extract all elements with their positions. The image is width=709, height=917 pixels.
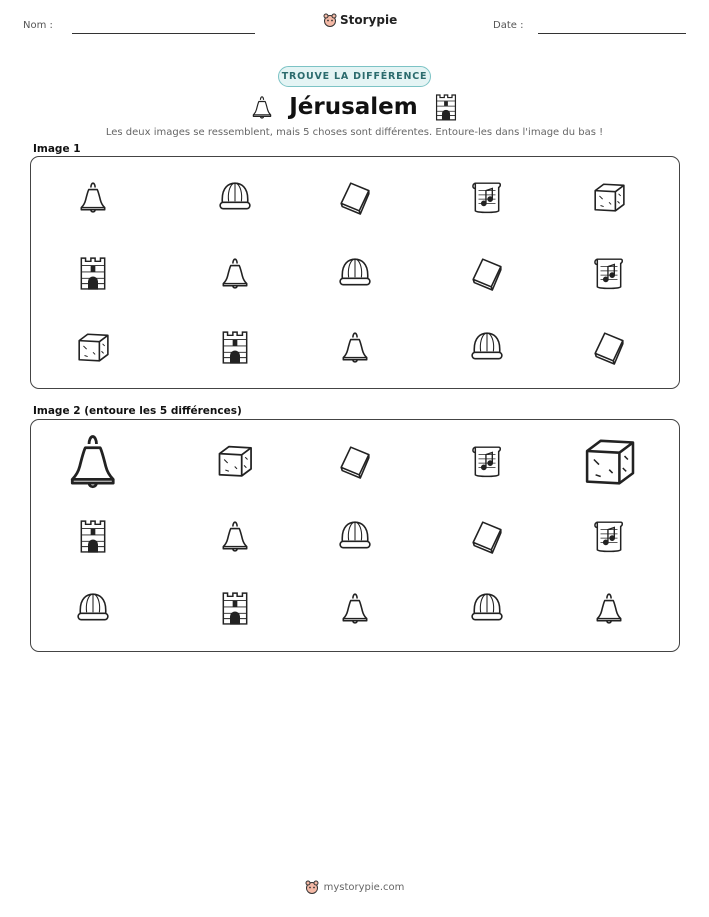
stone-block-icon: [592, 180, 626, 214]
stone-block-icon: [76, 330, 110, 364]
image2-label: Image 2 (entoure les 5 différences): [33, 405, 242, 417]
bell-icon[interactable]: [63, 431, 123, 491]
footer: [0, 880, 709, 894]
tower-icon: [218, 330, 252, 364]
book-icon[interactable]: [338, 444, 372, 478]
bell-icon[interactable]: [218, 519, 252, 553]
name-field[interactable]: [72, 33, 255, 34]
page-title: Jérusalem: [289, 94, 418, 120]
tower-icon[interactable]: [76, 519, 110, 553]
bell-icon[interactable]: [592, 591, 626, 625]
hat-icon[interactable]: [470, 591, 504, 625]
name-label: Nom :: [23, 20, 53, 31]
book-icon: [592, 330, 626, 364]
title-row: [0, 91, 709, 123]
book-icon: [338, 180, 372, 214]
bell-icon: [338, 330, 372, 364]
sheet-music-icon[interactable]: [592, 519, 626, 553]
bell-icon[interactable]: [338, 591, 372, 625]
hat-icon[interactable]: [76, 591, 110, 625]
sheet-music-icon: [592, 256, 626, 290]
hat-icon: [470, 330, 504, 364]
stone-block-icon[interactable]: [582, 434, 636, 488]
bell-icon: [218, 256, 252, 290]
image1-panel: [30, 156, 680, 389]
hat-icon[interactable]: [338, 519, 372, 553]
image2-panel[interactable]: [30, 419, 680, 652]
book-icon: [470, 256, 504, 290]
sheet-music-icon[interactable]: [470, 444, 504, 478]
sheet-music-icon: [470, 180, 504, 214]
hat-icon: [338, 256, 372, 290]
hat-icon: [218, 180, 252, 214]
bell-icon: [251, 93, 273, 121]
date-field[interactable]: [538, 33, 686, 34]
brand-mascot-icon: [323, 13, 337, 27]
stone-block-icon[interactable]: [216, 442, 253, 479]
bell-icon: [76, 180, 110, 214]
footer-mascot-icon: [305, 880, 319, 894]
tower-icon: [434, 93, 458, 121]
tower-icon[interactable]: [218, 591, 252, 625]
image1-label: Image 1: [33, 143, 81, 155]
brand-name: Storypie: [340, 13, 398, 27]
activity-badge: TROUVE LA DIFFÉRENCE: [278, 66, 431, 87]
instructions: Les deux images se ressemblent, mais 5 choses sont différentes. Entoure-les dans l'image du bas !: [105, 127, 604, 138]
footer-url: mystorypie.com: [323, 881, 405, 893]
brand-logo: [323, 13, 397, 27]
tower-icon: [76, 256, 110, 290]
date-label: Date :: [493, 20, 524, 31]
book-icon[interactable]: [470, 519, 504, 553]
